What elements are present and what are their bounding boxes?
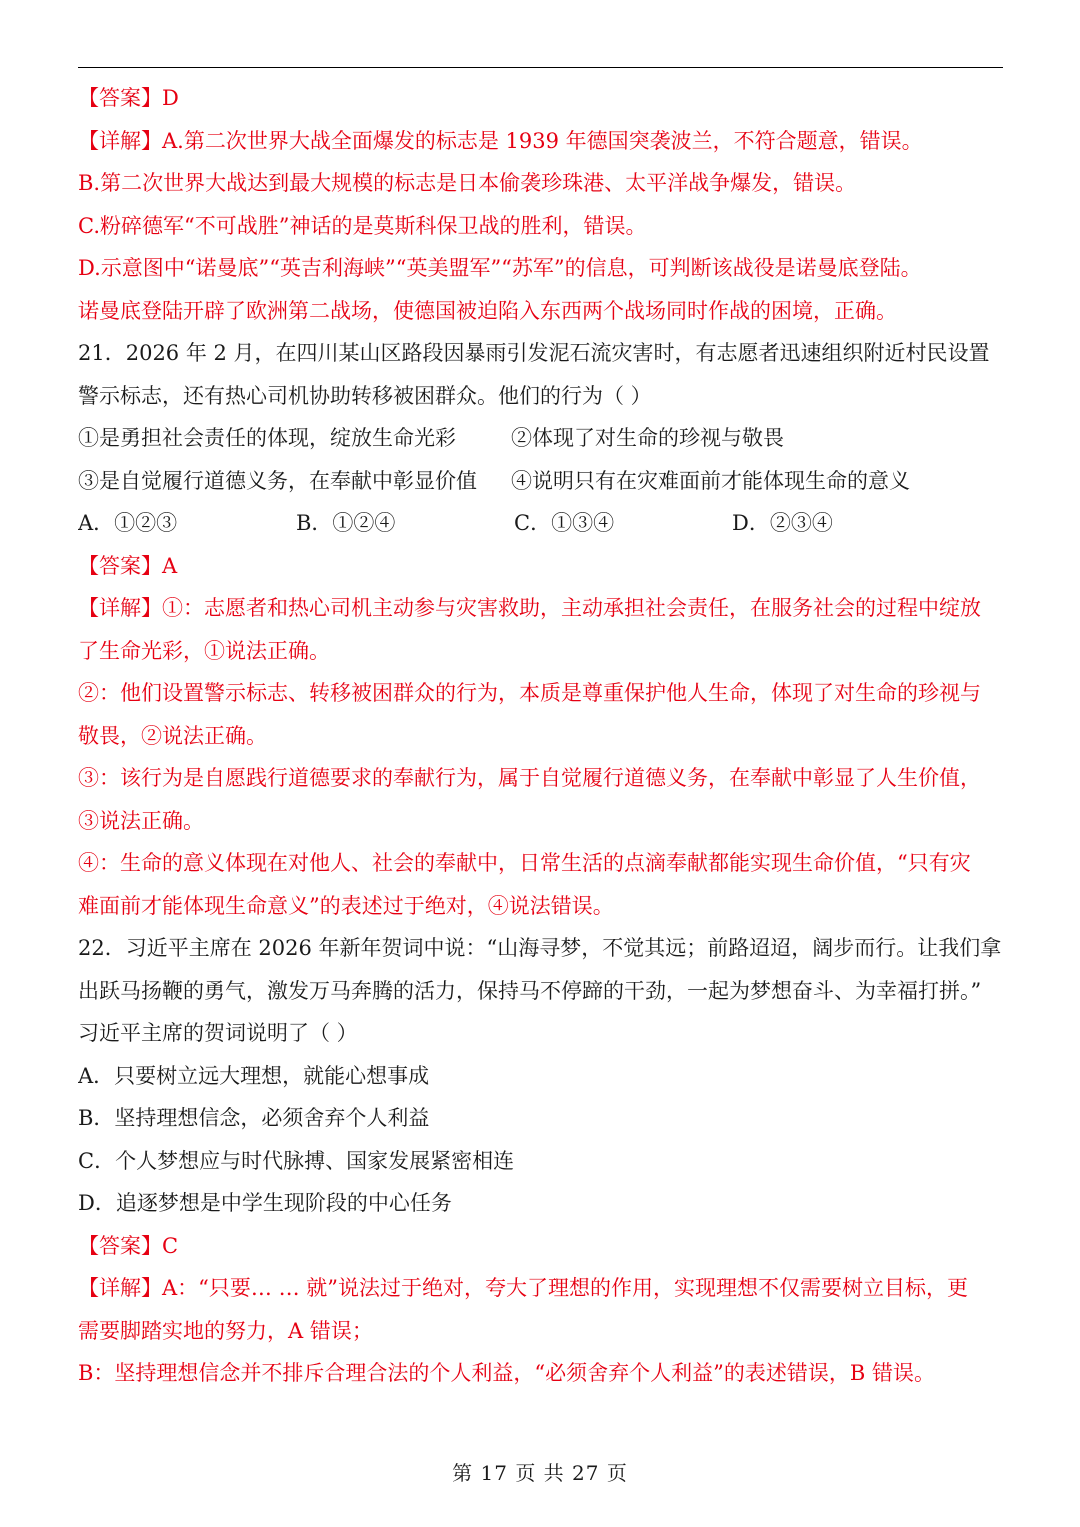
q21-explain-line: 敬畏，②说法正确。	[78, 723, 267, 748]
q21-statement-4: ④说明只有在灾难面前才能体现生命的意义	[511, 468, 910, 493]
q21-statement-2: ②体现了对生命的珍视与敬畏	[511, 426, 784, 450]
q21-options-row	[78, 502, 1003, 545]
q21-option-b: B．①②④	[296, 511, 396, 535]
q21-stem-line: 21．2026 年 2 月，在四川某山区路段因暴雨引发泥石流灾害时，有志愿者迅速组织附近村民设置	[78, 341, 990, 365]
q21-statement-3: ③是自觉履行道德义务，在奉献中彰显价值	[78, 468, 477, 493]
q21-explain-line: 了生命光彩，①说法正确。	[78, 638, 330, 663]
q21-statements-row	[78, 460, 1003, 503]
q22-option-b: B．坚持理想信念，必须舍弃个人利益	[78, 1106, 430, 1130]
q22-stem-line: 22．习近平主席在 2026 年新年贺词中说：“山海寻梦，不觉其远；前路迢迢，阔步而行。让我们拿	[78, 936, 1002, 960]
q22-stem-line: 出跃马扬鞭的勇气，激发万马奔腾的活力，保持马不停蹄的干劲，一起为梦想奋斗、为幸福打拼。”	[78, 978, 982, 1003]
q21-explain-line: ③说法正确。	[78, 808, 204, 833]
q21-explain-line: ④：生命的意义体现在对他人、社会的奉献中，日常生活的点滴奉献都能实现生命价值，“只有灾	[78, 851, 971, 875]
q22-option-a: A．只要树立远大理想，就能心想事成	[78, 1063, 430, 1088]
q21-stem-line: 警示标志，还有热心司机协助转移被困群众。他们的行为（ ）	[78, 383, 652, 408]
q21-option-c: C．①③④	[514, 511, 615, 535]
q20-explain-line: D.示意图中“诺曼底”“英吉利海峡”“英美盟军”“苏军”的信息，可判断该战役是诺曼底登陆。	[78, 256, 922, 280]
document-body	[78, 77, 1003, 1395]
q20-explain-line: 【详解】A.第二次世界大战全面爆发的标志是 1939 年德国突袭波兰，不符合题意，错误。	[78, 128, 923, 153]
q20-explain-line: 诺曼底登陆开辟了欧洲第二战场，使德国被迫陷入东西两个战场同时作战的困境，正确。	[78, 298, 897, 323]
q22-explain-line: 【详解】A：“只要… … 就”说法过于绝对，夸大了理想的作用，实现理想不仅需要树立目标，更	[78, 1276, 968, 1300]
q21-statement-1: ①是勇担社会责任的体现，绽放生命光彩	[78, 426, 456, 450]
q21-explain-line: 【详解】①：志愿者和热心司机主动参与灾害救助，主动承担社会责任，在服务社会的过程中绽放	[78, 596, 981, 620]
q21-option-a: A．①②③	[78, 511, 178, 535]
q20-explain-line: B.第二次世界大战达到最大规模的标志是日本偷袭珍珠港、太平洋战争爆发，错误。	[78, 171, 857, 195]
q22-stem-line: 习近平主席的贺词说明了（ ）	[78, 1021, 358, 1045]
q21-statements-row	[78, 417, 1003, 460]
page-number: 第 17 页 共 27 页	[452, 1461, 628, 1485]
q21-explain-line: ③：该行为是自愿践行道德要求的奉献行为，属于自觉履行道德义务，在奉献中彰显了人生价值，	[78, 766, 981, 790]
header-rule	[78, 67, 1003, 68]
q21-answer: 【答案】A	[78, 553, 178, 578]
q21-explain-line: ②：他们设置警示标志、转移被困群众的行为，本质是尊重保护他人生命，体现了对生命的珍视与	[78, 681, 981, 705]
q22-explain-line: 需要脚踏实地的努力，A 错误；	[78, 1318, 373, 1343]
q21-option-d: D．②③④	[732, 511, 833, 535]
q20-answer: 【答案】D	[78, 86, 179, 110]
q22-answer: 【答案】C	[78, 1233, 179, 1258]
q22-option-d: D．追逐梦想是中学生现阶段的中心任务	[78, 1191, 452, 1215]
q22-option-c: C．个人梦想应与时代脉搏、国家发展紧密相连	[78, 1148, 515, 1173]
q20-explain-line: C.粉碎德军“不可战胜”神话的是莫斯科保卫战的胜利，错误。	[78, 213, 647, 238]
q22-explain-line: B：坚持理想信念并不排斥合理合法的个人利益，“必须舍弃个人利益”的表述错误，B 错误。	[78, 1361, 936, 1385]
q21-explain-line: 难面前才能体现生命意义”的表述过于绝对，④说法错误。	[78, 893, 614, 918]
